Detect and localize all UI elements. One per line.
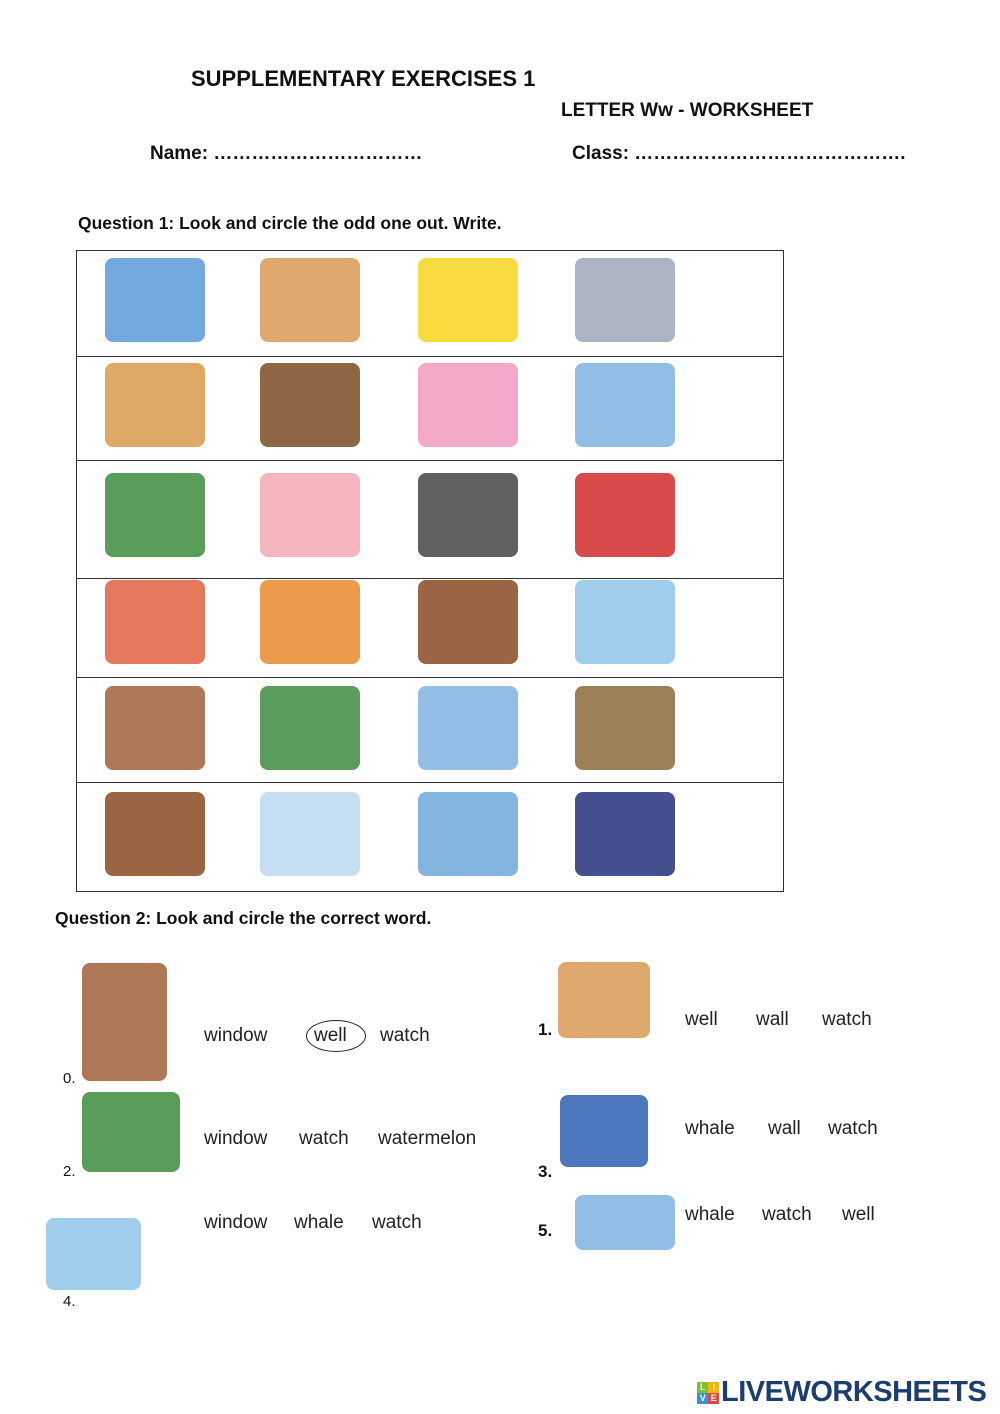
picture-watch bbox=[575, 1195, 675, 1250]
picture-watermelon[interactable] bbox=[260, 686, 360, 770]
word-option-watermelon[interactable]: watermelon bbox=[378, 1128, 477, 1149]
picture-window[interactable] bbox=[575, 580, 675, 664]
word-option-whale[interactable]: whale bbox=[685, 1204, 735, 1225]
word-option-well[interactable]: well bbox=[685, 1009, 718, 1030]
worksheet-subtitle: LETTER Ww - WORKSHEET bbox=[561, 100, 814, 121]
class-field[interactable]: Class: ……………………………………. bbox=[572, 143, 906, 164]
picture-watermelon bbox=[82, 1092, 180, 1172]
picture-whale bbox=[560, 1095, 648, 1167]
item-number: 1. bbox=[538, 1020, 553, 1039]
word-option-whale[interactable]: whale bbox=[685, 1118, 735, 1139]
picture-watch[interactable] bbox=[418, 686, 518, 770]
picture-wall bbox=[558, 962, 650, 1038]
word-option-watch[interactable]: watch bbox=[380, 1025, 430, 1046]
picture-girl[interactable] bbox=[418, 363, 518, 447]
item-number: 0. bbox=[63, 1070, 76, 1087]
picture-nest[interactable] bbox=[575, 686, 675, 770]
picture-tent[interactable] bbox=[105, 580, 205, 664]
picture-ink[interactable] bbox=[575, 792, 675, 876]
word-option-window[interactable]: window bbox=[204, 1128, 268, 1149]
picture-well[interactable] bbox=[105, 686, 205, 770]
picture-window bbox=[46, 1218, 141, 1290]
picture-parrot[interactable] bbox=[575, 473, 675, 557]
picture-pig[interactable] bbox=[260, 473, 360, 557]
word-option-watch[interactable]: watch bbox=[299, 1128, 349, 1149]
picture-goat[interactable] bbox=[105, 363, 205, 447]
word-option-well[interactable]: well bbox=[314, 1025, 347, 1046]
word-option-window[interactable]: window bbox=[204, 1212, 268, 1233]
picture-igloo[interactable] bbox=[418, 792, 518, 876]
picture-table[interactable] bbox=[418, 580, 518, 664]
word-option-whale[interactable]: whale bbox=[294, 1212, 344, 1233]
word-option-wall[interactable]: wall bbox=[768, 1118, 801, 1139]
picture-ice[interactable] bbox=[260, 792, 360, 876]
picture-watch[interactable] bbox=[575, 363, 675, 447]
name-field[interactable]: Name: …………………………… bbox=[150, 143, 423, 164]
liveworksheets-logo: L I V E LIVEWORKSHEETS bbox=[697, 1376, 986, 1409]
item-number: 2. bbox=[63, 1163, 76, 1180]
picture-tiger[interactable] bbox=[260, 580, 360, 664]
picture-mouse[interactable] bbox=[575, 258, 675, 342]
answer-circle bbox=[306, 1020, 366, 1052]
picture-moon[interactable] bbox=[418, 258, 518, 342]
item-number: 4. bbox=[63, 1293, 76, 1310]
logo-text: LIVEWORKSHEETS bbox=[721, 1376, 987, 1408]
word-option-window[interactable]: window bbox=[204, 1025, 268, 1046]
picture-watermelon[interactable] bbox=[105, 473, 205, 557]
picture-table[interactable] bbox=[105, 792, 205, 876]
word-option-wall[interactable]: wall bbox=[756, 1009, 789, 1030]
question-2-title: Question 2: Look and circle the correct word. bbox=[55, 908, 432, 928]
picture-wall[interactable] bbox=[260, 258, 360, 342]
worksheet-title: SUPPLEMENTARY EXERCISES 1 bbox=[191, 66, 536, 91]
word-option-watch[interactable]: watch bbox=[828, 1118, 878, 1139]
picture-well bbox=[82, 963, 167, 1081]
word-option-watch[interactable]: watch bbox=[822, 1009, 872, 1030]
picture-gorilla[interactable] bbox=[260, 363, 360, 447]
word-option-watch[interactable]: watch bbox=[762, 1204, 812, 1225]
word-option-watch[interactable]: watch bbox=[372, 1212, 422, 1233]
item-number: 5. bbox=[538, 1221, 553, 1240]
item-number: 3. bbox=[538, 1162, 553, 1181]
picture-milk[interactable] bbox=[105, 258, 205, 342]
word-option-well[interactable]: well bbox=[842, 1204, 875, 1225]
picture-panda[interactable] bbox=[418, 473, 518, 557]
question-1-title: Question 1: Look and circle the odd one out. Write. bbox=[78, 213, 502, 233]
